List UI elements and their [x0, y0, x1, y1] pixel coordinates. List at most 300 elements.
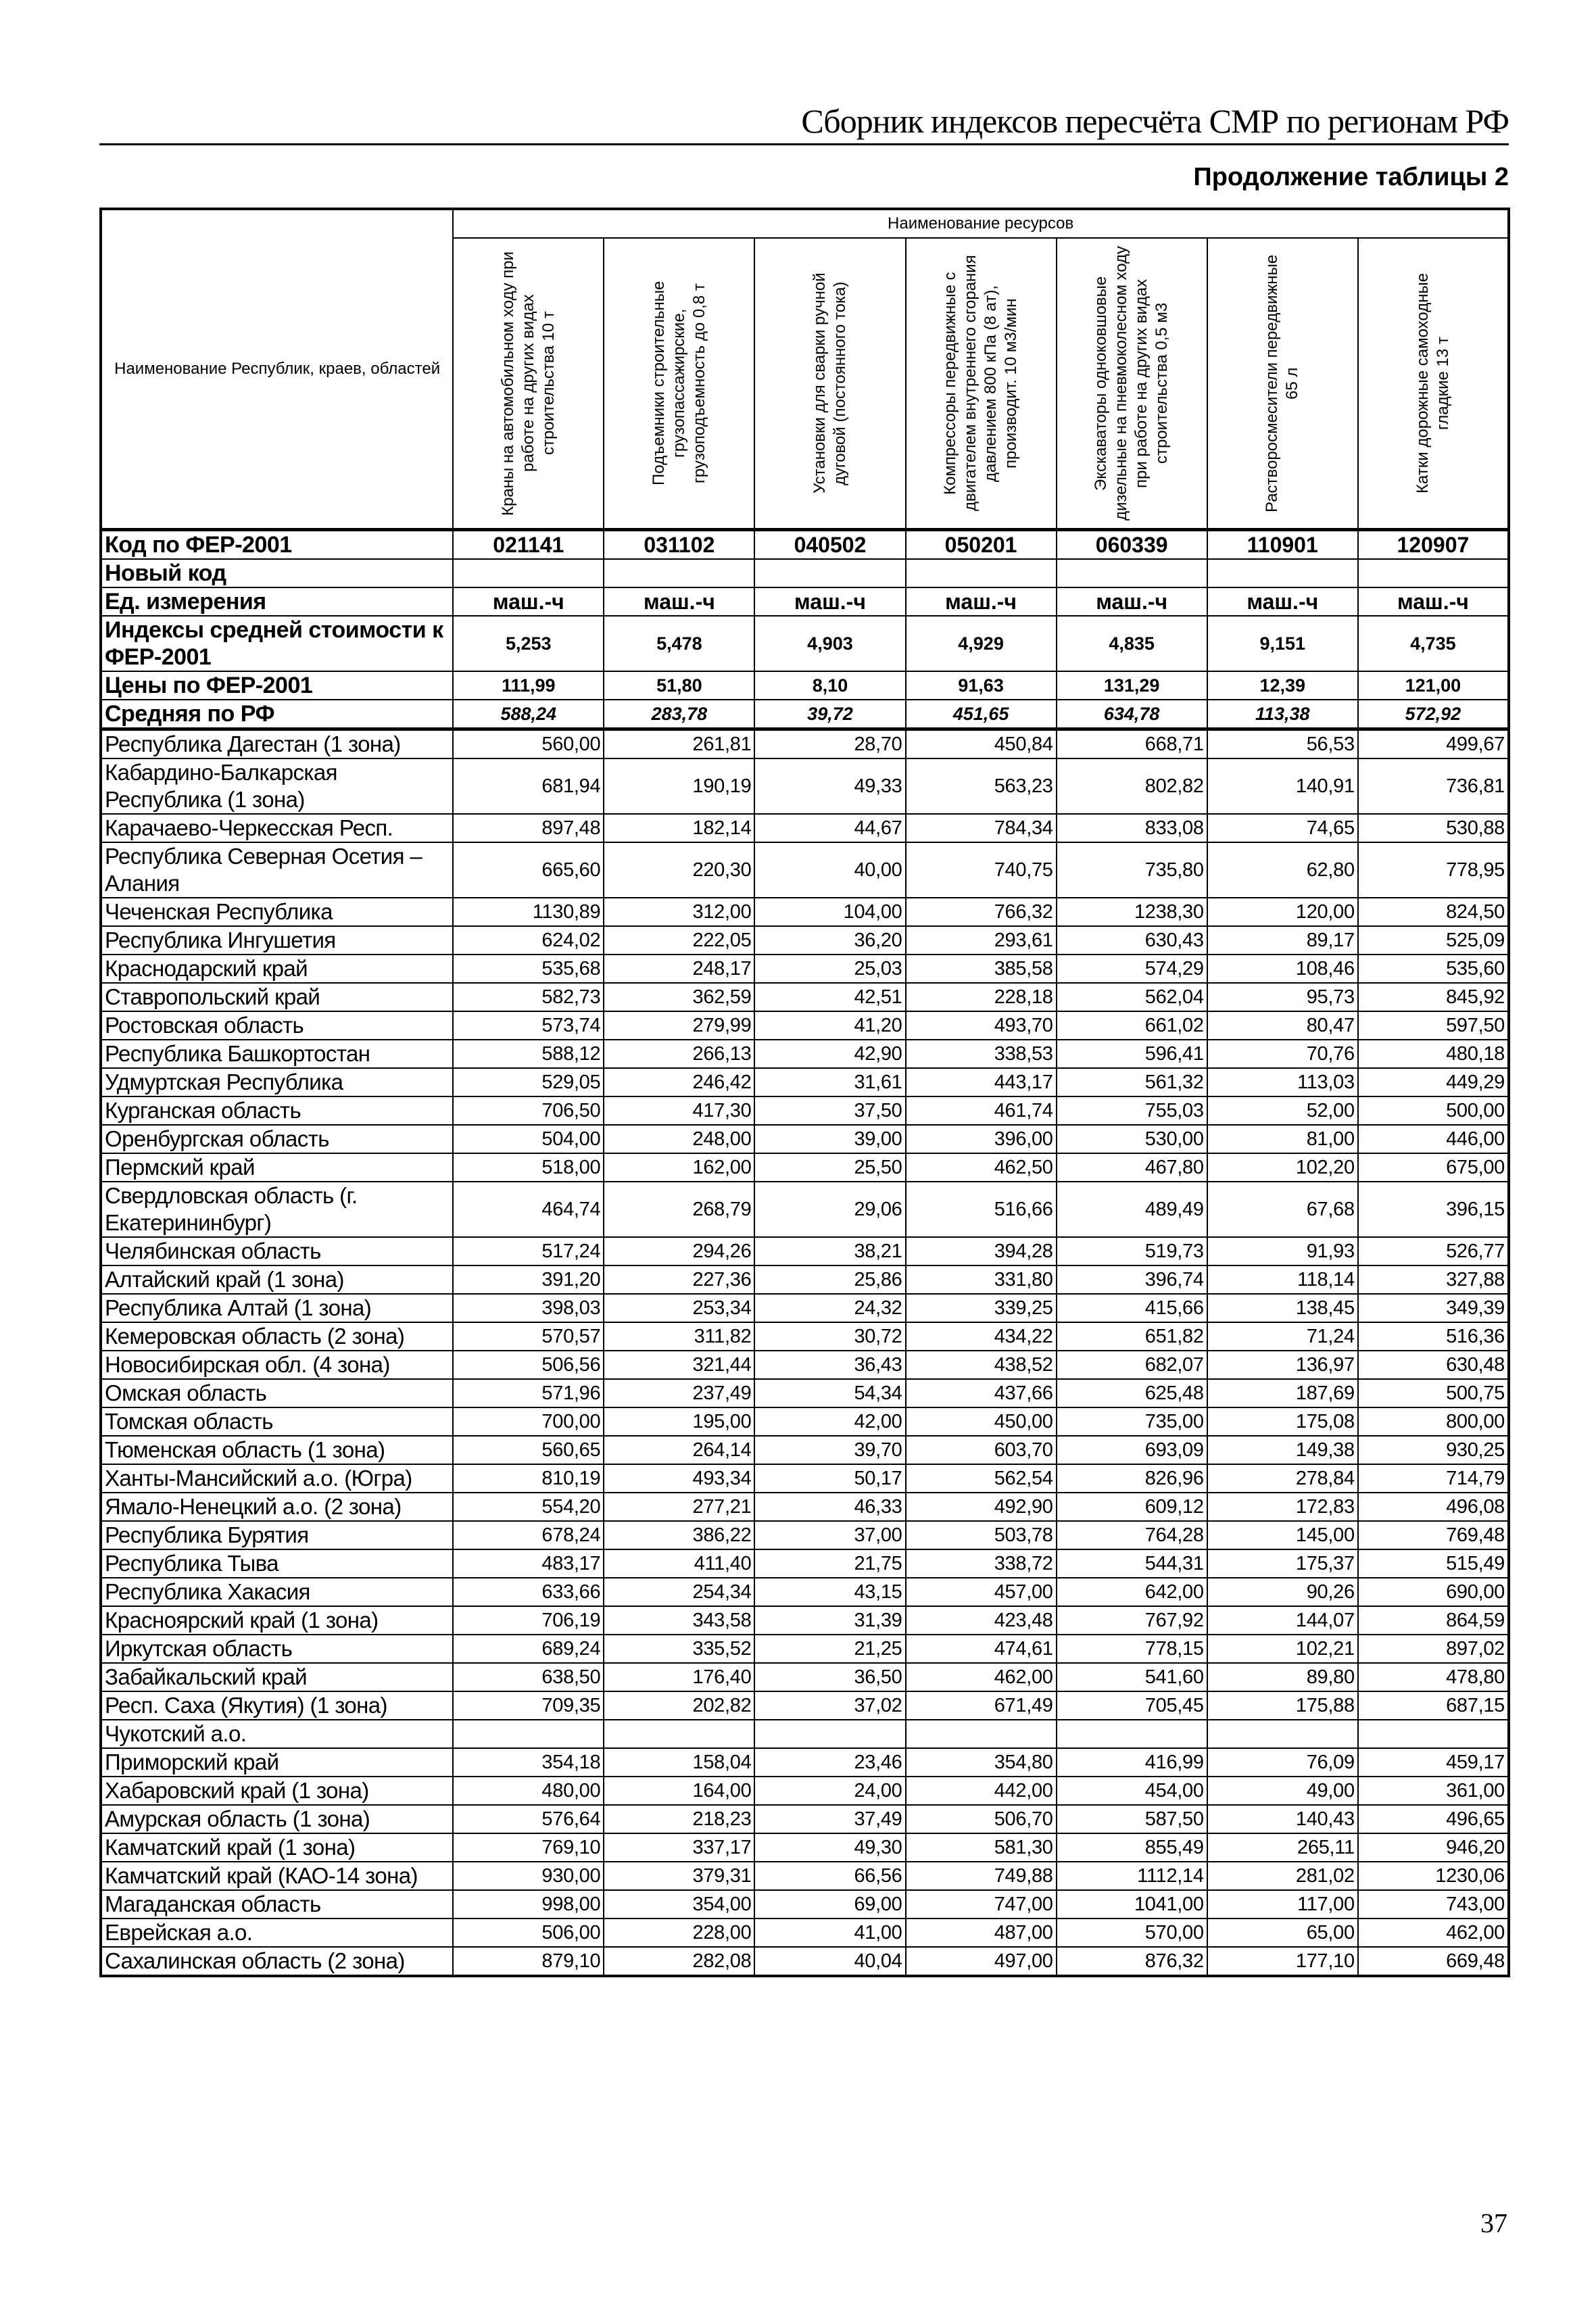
- meta-row-label: Ед. измерения: [101, 587, 453, 616]
- index-value: 625,48: [1057, 1379, 1207, 1407]
- index-value: 668,71: [1057, 729, 1207, 759]
- region-name: Ставропольский край: [101, 983, 453, 1011]
- meta-row-value: 588,24: [453, 700, 604, 729]
- index-value: 42,90: [754, 1040, 905, 1068]
- index-value: 876,32: [1057, 1947, 1207, 1976]
- index-value: 503,78: [906, 1521, 1057, 1549]
- region-name: Удмуртская Республика: [101, 1068, 453, 1096]
- index-value: 462,00: [1358, 1919, 1509, 1947]
- index-value: 90,26: [1207, 1578, 1358, 1606]
- index-value: 462,50: [906, 1153, 1057, 1182]
- meta-row-value: 4,929: [906, 616, 1057, 671]
- region-name: Магаданская область: [101, 1890, 453, 1919]
- index-value: 30,72: [754, 1322, 905, 1351]
- index-value: 596,41: [1057, 1040, 1207, 1068]
- index-value: 778,15: [1057, 1635, 1207, 1663]
- index-value: 1130,89: [453, 898, 604, 926]
- index-value: 50,17: [754, 1464, 905, 1493]
- index-value: 21,25: [754, 1635, 905, 1663]
- index-value: 784,34: [906, 814, 1057, 842]
- index-value: 40,04: [754, 1947, 905, 1976]
- meta-row-value: 9,151: [1207, 616, 1358, 671]
- table-row: [101, 1407, 1509, 1436]
- region-name: Республика Бурятия: [101, 1521, 453, 1549]
- region-name: Карачаево-Черкесская Респ.: [101, 814, 453, 842]
- index-value: 218,23: [604, 1805, 754, 1833]
- index-value: 220,30: [604, 842, 754, 898]
- table-row: [101, 1351, 1509, 1379]
- index-value: 37,02: [754, 1691, 905, 1720]
- index-value: 930,00: [453, 1862, 604, 1890]
- index-value: 504,00: [453, 1125, 604, 1153]
- region-name: Кабардино-Балкарская Республика (1 зона): [101, 758, 453, 814]
- index-value: 743,00: [1358, 1890, 1509, 1919]
- index-value: 526,77: [1358, 1237, 1509, 1265]
- table-row: [101, 1322, 1509, 1351]
- index-value: 54,34: [754, 1379, 905, 1407]
- table-caption: Продолжение таблицы 2: [1193, 163, 1509, 191]
- index-value: 52,00: [1207, 1096, 1358, 1125]
- region-name: Оренбургская область: [101, 1125, 453, 1153]
- index-value: 506,70: [906, 1805, 1057, 1833]
- meta-row-value: 031102: [604, 530, 754, 560]
- index-value: 515,49: [1358, 1549, 1509, 1578]
- index-value: 62,80: [1207, 842, 1358, 898]
- index-value: 517,24: [453, 1237, 604, 1265]
- index-value: 690,00: [1358, 1578, 1509, 1606]
- index-value: 42,51: [754, 983, 905, 1011]
- table-row: [101, 1125, 1509, 1153]
- index-value: 69,00: [754, 1890, 905, 1919]
- index-value: 454,00: [1057, 1777, 1207, 1805]
- index-value: 675,00: [1358, 1153, 1509, 1182]
- index-value: 293,61: [906, 926, 1057, 955]
- table-row: [101, 1578, 1509, 1606]
- index-value: 573,74: [453, 1011, 604, 1040]
- index-value: 25,86: [754, 1265, 905, 1294]
- index-value: 21,75: [754, 1549, 905, 1578]
- index-value: 108,46: [1207, 955, 1358, 983]
- index-value: 1112,14: [1057, 1862, 1207, 1890]
- index-value: 113,03: [1207, 1068, 1358, 1096]
- index-value: 554,20: [453, 1493, 604, 1521]
- table-row: [101, 814, 1509, 842]
- region-name: Республика Хакасия: [101, 1578, 453, 1606]
- index-value: 354,18: [453, 1748, 604, 1777]
- table-row: [101, 1890, 1509, 1919]
- meta-row-value: 4,903: [754, 616, 905, 671]
- resource-column-header: Экскаваторы одноковшовые дизельные на пневмоколесном ходу при работе на других видах строительства 0,5 м3: [1057, 238, 1207, 529]
- index-value: 261,81: [604, 729, 754, 759]
- region-name: Приморский край: [101, 1748, 453, 1777]
- index-value: 140,43: [1207, 1805, 1358, 1833]
- region-name: Ямало-Ненецкий а.о. (2 зона): [101, 1493, 453, 1521]
- index-value: 56,53: [1207, 729, 1358, 759]
- index-value: 576,64: [453, 1805, 604, 1833]
- index-value: 175,37: [1207, 1549, 1358, 1578]
- meta-row-value: маш.-ч: [754, 587, 905, 616]
- index-value: [754, 1720, 905, 1748]
- meta-row-value: 5,253: [453, 616, 604, 671]
- index-value: 89,17: [1207, 926, 1358, 955]
- index-value: 487,00: [906, 1919, 1057, 1947]
- index-value: 714,79: [1358, 1464, 1509, 1493]
- index-value: 609,12: [1057, 1493, 1207, 1521]
- index-value: 102,21: [1207, 1635, 1358, 1663]
- index-value: 282,08: [604, 1947, 754, 1976]
- index-value: 338,53: [906, 1040, 1057, 1068]
- index-value: [1358, 1720, 1509, 1748]
- region-name: Ростовская область: [101, 1011, 453, 1040]
- region-name: Иркутская область: [101, 1635, 453, 1663]
- index-value: 44,67: [754, 814, 905, 842]
- index-value: 530,88: [1358, 814, 1509, 842]
- table-row: [101, 1521, 1509, 1549]
- index-value: 480,18: [1358, 1040, 1509, 1068]
- index-value: 535,68: [453, 955, 604, 983]
- index-value: 671,49: [906, 1691, 1057, 1720]
- meta-row-label: Средняя по РФ: [101, 700, 453, 729]
- index-value: 489,49: [1057, 1182, 1207, 1237]
- region-name: Омская область: [101, 1379, 453, 1407]
- index-value: 354,00: [604, 1890, 754, 1919]
- region-name: Хабаровский край (1 зона): [101, 1777, 453, 1805]
- resource-column-header: Растворосмесители передвижные 65 л: [1207, 238, 1358, 529]
- index-value: 417,30: [604, 1096, 754, 1125]
- table-row: [101, 1153, 1509, 1182]
- index-value: 735,80: [1057, 842, 1207, 898]
- meta-row-value: 060339: [1057, 530, 1207, 560]
- index-value: 442,00: [906, 1777, 1057, 1805]
- index-value: 582,73: [453, 983, 604, 1011]
- region-name: Чукотский а.о.: [101, 1720, 453, 1748]
- resource-column-header: Катки дорожные самоходные гладкие 13 т: [1358, 238, 1509, 529]
- meta-row-value: 021141: [453, 530, 604, 560]
- index-value: 268,79: [604, 1182, 754, 1237]
- index-value: 587,50: [1057, 1805, 1207, 1833]
- index-value: 337,17: [604, 1833, 754, 1862]
- table-row: [101, 1265, 1509, 1294]
- index-value: 630,43: [1057, 926, 1207, 955]
- meta-row-value: [906, 559, 1057, 587]
- table-row: [101, 1635, 1509, 1663]
- table-row: [101, 1691, 1509, 1720]
- region-name: Чеченская Республика: [101, 898, 453, 926]
- index-value: 574,29: [1057, 955, 1207, 983]
- index-value: 66,56: [754, 1862, 905, 1890]
- index-value: 769,10: [453, 1833, 604, 1862]
- index-value: [604, 1720, 754, 1748]
- index-value: 669,48: [1358, 1947, 1509, 1976]
- index-value: 864,59: [1358, 1606, 1509, 1635]
- index-value: 182,14: [604, 814, 754, 842]
- index-value: [1207, 1720, 1358, 1748]
- index-value: 278,84: [1207, 1464, 1358, 1493]
- index-value: 386,22: [604, 1521, 754, 1549]
- table-row: [101, 1947, 1509, 1976]
- index-value: 246,42: [604, 1068, 754, 1096]
- index-value: 516,36: [1358, 1322, 1509, 1351]
- index-value: 706,50: [453, 1096, 604, 1125]
- index-value: 138,45: [1207, 1294, 1358, 1322]
- index-value: 446,00: [1358, 1125, 1509, 1153]
- meta-row-value: 634,78: [1057, 700, 1207, 729]
- table-row: [101, 1663, 1509, 1691]
- index-value: 740,75: [906, 842, 1057, 898]
- index-value: 281,02: [1207, 1862, 1358, 1890]
- index-value: 467,80: [1057, 1153, 1207, 1182]
- index-value: 354,80: [906, 1748, 1057, 1777]
- index-value: 571,96: [453, 1379, 604, 1407]
- region-name: Республика Алтай (1 зона): [101, 1294, 453, 1322]
- index-value: 500,00: [1358, 1096, 1509, 1125]
- index-value: 23,46: [754, 1748, 905, 1777]
- index-value: 43,15: [754, 1578, 905, 1606]
- index-value: 493,34: [604, 1464, 754, 1493]
- meta-row-value: 51,80: [604, 671, 754, 700]
- table-row: [101, 983, 1509, 1011]
- table-row: [101, 1549, 1509, 1578]
- index-value: 38,21: [754, 1237, 905, 1265]
- index-value: 506,00: [453, 1919, 604, 1947]
- index-value: 449,29: [1358, 1068, 1509, 1096]
- index-value: 800,00: [1358, 1407, 1509, 1436]
- index-value: 709,35: [453, 1691, 604, 1720]
- meta-row-label: Код по ФЕР-2001: [101, 530, 453, 560]
- index-value: 706,19: [453, 1606, 604, 1635]
- region-name: Курганская область: [101, 1096, 453, 1125]
- index-value: 385,58: [906, 955, 1057, 983]
- index-value: 464,74: [453, 1182, 604, 1237]
- index-value: 855,49: [1057, 1833, 1207, 1862]
- index-value: 443,17: [906, 1068, 1057, 1096]
- region-name: Республика Северная Осетия – Алания: [101, 842, 453, 898]
- index-value: 177,10: [1207, 1947, 1358, 1976]
- index-value: 343,58: [604, 1606, 754, 1635]
- index-value: 227,36: [604, 1265, 754, 1294]
- index-value: 149,38: [1207, 1436, 1358, 1464]
- index-value: 136,97: [1207, 1351, 1358, 1379]
- meta-row-value: маш.-ч: [1057, 587, 1207, 616]
- index-value: 335,52: [604, 1635, 754, 1663]
- index-value: 117,00: [1207, 1890, 1358, 1919]
- index-value: 277,21: [604, 1493, 754, 1521]
- new-code-row: [101, 559, 1509, 587]
- running-header-title: Сборник индексов пересчёта СМР по регионам РФ: [99, 101, 1509, 145]
- region-name: Челябинская область: [101, 1237, 453, 1265]
- index-value: 457,00: [906, 1578, 1057, 1606]
- index-value: 37,49: [754, 1805, 905, 1833]
- region-rows: [101, 729, 1509, 1977]
- meta-row-value: 131,29: [1057, 671, 1207, 700]
- index-value: 294,26: [604, 1237, 754, 1265]
- index-value: 570,57: [453, 1322, 604, 1351]
- index-value: 37,50: [754, 1096, 905, 1125]
- table-row: [101, 1436, 1509, 1464]
- index-value: 682,07: [1057, 1351, 1207, 1379]
- index-value: 162,00: [604, 1153, 754, 1182]
- index-value: 265,11: [1207, 1833, 1358, 1862]
- index-value: 176,40: [604, 1663, 754, 1691]
- index-value: 597,50: [1358, 1011, 1509, 1040]
- index-value: 681,94: [453, 758, 604, 814]
- region-name: Кемеровская область (2 зона): [101, 1322, 453, 1351]
- index-value: 530,00: [1057, 1125, 1207, 1153]
- index-value: 104,00: [754, 898, 905, 926]
- table-row: [101, 1606, 1509, 1635]
- region-name: Республика Ингушетия: [101, 926, 453, 955]
- index-value: 28,70: [754, 729, 905, 759]
- index-value: 437,66: [906, 1379, 1057, 1407]
- index-value: 349,39: [1358, 1294, 1509, 1322]
- table-row: [101, 1040, 1509, 1068]
- region-name: Амурская область (1 зона): [101, 1805, 453, 1833]
- index-value: 362,59: [604, 983, 754, 1011]
- table-row: [101, 1011, 1509, 1040]
- index-value: 145,00: [1207, 1521, 1358, 1549]
- index-value: 588,12: [453, 1040, 604, 1068]
- index-value: 65,00: [1207, 1919, 1358, 1947]
- index-value: 462,00: [906, 1663, 1057, 1691]
- resources-group-header: Наименование ресурсов: [453, 209, 1509, 238]
- index-value: 845,92: [1358, 983, 1509, 1011]
- meta-row-value: 451,65: [906, 700, 1057, 729]
- index-value: 24,32: [754, 1294, 905, 1322]
- index-value: 483,17: [453, 1549, 604, 1578]
- index-value: 394,28: [906, 1237, 1057, 1265]
- table-row: [101, 758, 1509, 814]
- index-value: 516,66: [906, 1182, 1057, 1237]
- index-value: 248,00: [604, 1125, 754, 1153]
- index-value: 930,25: [1358, 1436, 1509, 1464]
- index-value: 998,00: [453, 1890, 604, 1919]
- index-value: 769,48: [1358, 1521, 1509, 1549]
- table-row: [101, 1748, 1509, 1777]
- index-value: 897,02: [1358, 1635, 1509, 1663]
- resource-column-header: Краны на автомобильном ходу при работе на других видах строительства 10 т: [453, 238, 604, 529]
- index-value: 391,20: [453, 1265, 604, 1294]
- index-value: 338,72: [906, 1549, 1057, 1578]
- index-value: 833,08: [1057, 814, 1207, 842]
- average-row: [101, 700, 1509, 729]
- index-value: 140,91: [1207, 758, 1358, 814]
- table-row: [101, 898, 1509, 926]
- table-row: [101, 1493, 1509, 1521]
- meta-row-value: маш.-ч: [906, 587, 1057, 616]
- index-value: 1230,06: [1358, 1862, 1509, 1890]
- meta-row-label: Индексы средней стоимости к ФЕР-2001: [101, 616, 453, 671]
- index-value: 195,00: [604, 1407, 754, 1436]
- index-value: 474,61: [906, 1635, 1057, 1663]
- index-value: 423,48: [906, 1606, 1057, 1635]
- meta-row-value: [1207, 559, 1358, 587]
- index-value: 450,84: [906, 729, 1057, 759]
- meta-row-value: 121,00: [1358, 671, 1509, 700]
- index-value: 810,19: [453, 1464, 604, 1493]
- table-row: [101, 1068, 1509, 1096]
- meta-row-value: 5,478: [604, 616, 754, 671]
- index-value: 41,00: [754, 1919, 905, 1947]
- table-row: [101, 1919, 1509, 1947]
- meta-row-value: маш.-ч: [1358, 587, 1509, 616]
- index-value: 31,61: [754, 1068, 905, 1096]
- index-value: 1041,00: [1057, 1890, 1207, 1919]
- index-value: 735,00: [1057, 1407, 1207, 1436]
- region-name: Республика Тыва: [101, 1549, 453, 1578]
- regional-index-table: [99, 208, 1510, 1977]
- index-value: 434,22: [906, 1322, 1057, 1351]
- unit-row: [101, 587, 1509, 616]
- index-value: 36,43: [754, 1351, 905, 1379]
- meta-row-value: 39,72: [754, 700, 905, 729]
- index-value: 164,00: [604, 1777, 754, 1805]
- table-row: [101, 1237, 1509, 1265]
- resource-column-header: Подъемники строительные грузопассажирские, грузоподъемность до 0,8 т: [604, 238, 754, 529]
- index-value: 37,00: [754, 1521, 905, 1549]
- index-value: 879,10: [453, 1947, 604, 1976]
- region-name: Забайкальский край: [101, 1663, 453, 1691]
- table-row: [101, 955, 1509, 983]
- index-value: 266,13: [604, 1040, 754, 1068]
- resource-column-header: Компрессоры передвижные с двигателем внутреннего сгорания давлением 800 кПа (8 ат), производит. 10 м3/мин: [906, 238, 1057, 529]
- index-value: 339,25: [906, 1294, 1057, 1322]
- code-row: [101, 530, 1509, 560]
- index-value: 228,18: [906, 983, 1057, 1011]
- index-value: [906, 1720, 1057, 1748]
- meta-row-value: 12,39: [1207, 671, 1358, 700]
- index-value: 331,80: [906, 1265, 1057, 1294]
- index-value: 70,76: [1207, 1040, 1358, 1068]
- index-value: 144,07: [1207, 1606, 1358, 1635]
- index-value: 519,73: [1057, 1237, 1207, 1265]
- index-value: 39,70: [754, 1436, 905, 1464]
- meta-row-value: 572,92: [1358, 700, 1509, 729]
- index-value: 46,33: [754, 1493, 905, 1521]
- region-name: Пермский край: [101, 1153, 453, 1182]
- index-value: 705,45: [1057, 1691, 1207, 1720]
- index-value: 826,96: [1057, 1464, 1207, 1493]
- index-value: 496,65: [1358, 1805, 1509, 1833]
- index-value: 76,09: [1207, 1748, 1358, 1777]
- index-value: 693,09: [1057, 1436, 1207, 1464]
- index-value: 518,00: [453, 1153, 604, 1182]
- index-value: 279,99: [604, 1011, 754, 1040]
- meta-row-label: Цены по ФЕР-2001: [101, 671, 453, 700]
- index-value: 248,17: [604, 955, 754, 983]
- index-value: 398,03: [453, 1294, 604, 1322]
- index-value: 581,30: [906, 1833, 1057, 1862]
- index-value: 228,00: [604, 1919, 754, 1947]
- index-value: 651,82: [1057, 1322, 1207, 1351]
- index-value: 379,31: [604, 1862, 754, 1890]
- table-row: [101, 1833, 1509, 1862]
- table-header: [101, 209, 1509, 530]
- region-name: Ханты-Мансийский а.о. (Югра): [101, 1464, 453, 1493]
- index-value: 764,28: [1057, 1521, 1207, 1549]
- region-name: Камчатский край (1 зона): [101, 1833, 453, 1862]
- index-value: 49,30: [754, 1833, 905, 1862]
- meta-row-value: [1358, 559, 1509, 587]
- index-value: 497,00: [906, 1947, 1057, 1976]
- index-value: 897,48: [453, 814, 604, 842]
- index-value: 496,08: [1358, 1493, 1509, 1521]
- table-row: [101, 1464, 1509, 1493]
- index-value: 633,66: [453, 1578, 604, 1606]
- index-value: 175,88: [1207, 1691, 1358, 1720]
- index-value: 461,74: [906, 1096, 1057, 1125]
- index-value: 49,33: [754, 758, 905, 814]
- price-row: [101, 671, 1509, 700]
